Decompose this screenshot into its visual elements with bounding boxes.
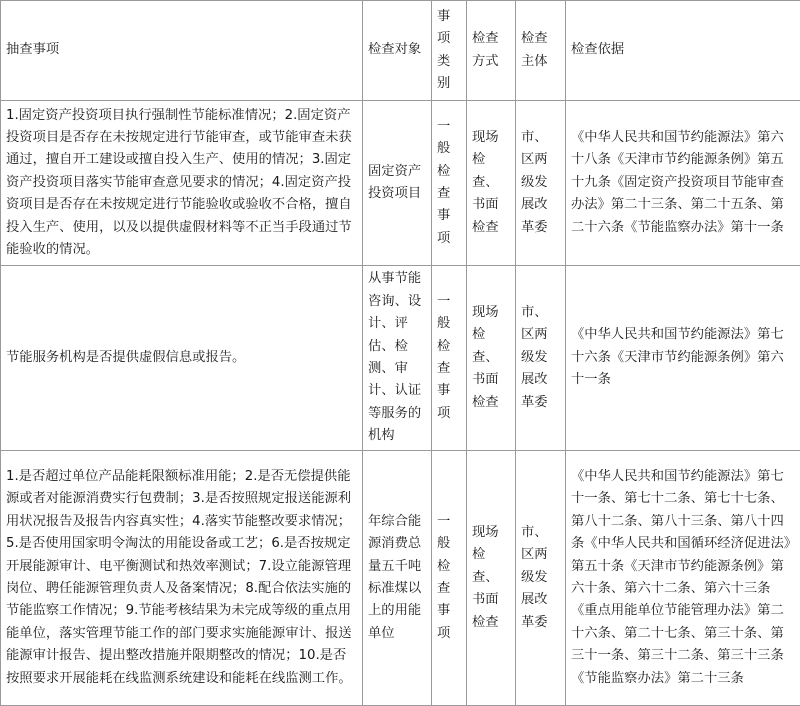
cell-method: 现场检查、书面检查 — [467, 266, 516, 451]
header-basis: 检查依据 — [566, 1, 800, 101]
cell-target: 从事节能咨询、设计、评估、检测、审计、认证等服务的机构 — [363, 266, 432, 451]
header-item: 抽查事项 — [1, 1, 363, 101]
cell-category: 一般检查事项 — [432, 101, 467, 266]
cell-basis: 《中华人民共和国节约能源法》第六十八条《天津市节约能源条例》第五十九条《固定资产投资项目节能审查办法》第二十三条、第二十五条、第二十六条《节能监察办法》第十一条 — [566, 101, 800, 266]
cell-category: 一般检查事项 — [432, 451, 467, 706]
cell-target: 固定资产投资项目 — [363, 101, 432, 266]
cell-basis: 《中华人民共和国节约能源法》第七十六条《天津市节约能源条例》第六十一条 — [566, 266, 800, 451]
cell-method: 现场检查、书面检查 — [467, 101, 516, 266]
cell-subject: 市、区两级发展改革委 — [516, 266, 566, 451]
cell-target: 年综合能源消费总量五千吨标准煤以上的用能单位 — [363, 451, 432, 706]
table-row — [1, 266, 800, 451]
header-method: 检查方式 — [467, 1, 516, 101]
table-row — [1, 101, 800, 266]
header-subject: 检查主体 — [516, 1, 566, 101]
cell-method: 现场检查、书面检查 — [467, 451, 516, 706]
cell-category: 一般检查事项 — [432, 266, 467, 451]
header-category: 事项类别 — [432, 1, 467, 101]
header-target: 检查对象 — [363, 1, 432, 101]
cell-item: 1.固定资产投资项目执行强制性节能标准情况；2.固定资产投资项目是否存在未按规定进行节能审查，或节能审查未获通过，擅自开工建设或擅自投入生产、使用的情况；3.固定资产投资项目落实节能审查意见要求的情况；4.固定资产投资项目是否存在未按规定进行节能验收或验收不合格，擅自投入生产、使用，以及以提供虚假材料等不正当手段通过节能验收的情况。 — [1, 101, 363, 266]
cell-subject: 市、区两级发展改革委 — [516, 451, 566, 706]
cell-item: 1.是否超过单位产品能耗限额标准用能；2.是否无偿提供能源或者对能源消费实行包费制；3.是否按照规定报送能源利用状况报告及报告内容真实性；4.落实节能整改要求情况；5.是否使用国家明令淘汰的用能设备或工艺；6.是否按规定开展能源审计、电平衡测试和热效率测试；7.设立能源管理岗位、聘任能源管理负责人及备案情况；8.配合依法实施的节能监察工作情况；9.节能考核结果为未完成等级的重点用能单位，落实管理节能工作的部门要求实施能源审计、报送能源审计报告、提出整改措施并限期整改的情况；10.是否按照要求开展能耗在线监测系统建设和能耗在线监测工作。 — [1, 451, 363, 706]
cell-subject: 市、区两级发展改革委 — [516, 101, 566, 266]
table-row — [1, 451, 800, 706]
cell-basis: 《中华人民共和国节约能源法》第七十一条、第七十二条、第七十七条、第八十二条、第八十三条、第八十四条《中华人民共和国循环经济促进法》第五十条《天津市节约能源条例》第六十条、第六十二条、第六十三条《重点用能单位节能管理办法》第二十六条、第二十七条、第三十条、第三十一条、第三十二条、第三十三条《节能监察办法》第二十三条 — [566, 451, 800, 706]
table-header-row — [1, 1, 800, 101]
cell-item: 节能服务机构是否提供虚假信息或报告。 — [1, 266, 363, 451]
